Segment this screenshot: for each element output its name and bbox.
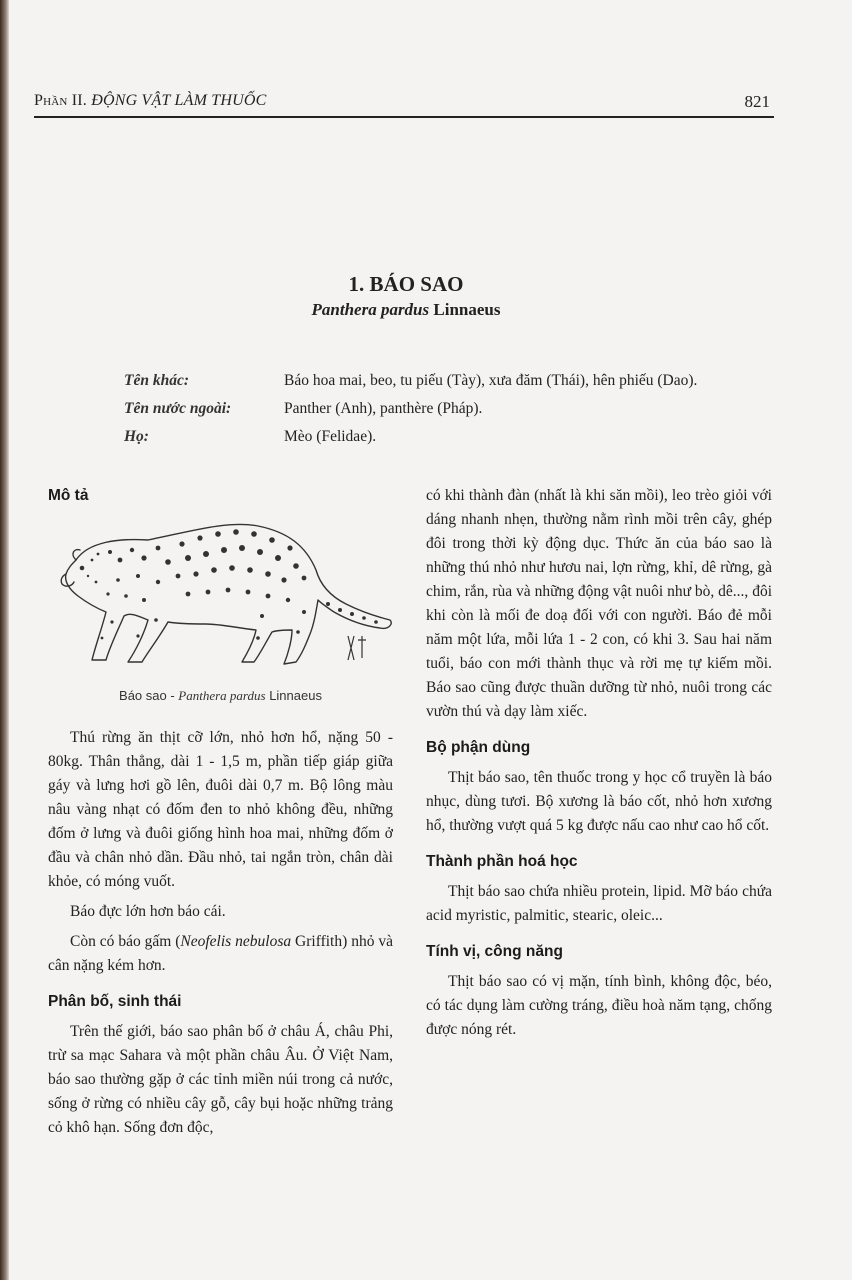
meta-row-foreign-names: Tên nước ngoài: Panther (Anh), panthère (Pháp). [124,400,483,417]
description-paragraph-1: Thú rừng ăn thịt cỡ lớn, nhỏ hơn hổ, nặng 50 - 80kg. Thân thẳng, dài 1 - 1,5 m, phần tiếp giáp giữa gáy và lưng hơi gồ lên, đuôi dài 0,7 m. Bộ lông màu nâu vàng nhạt có đốm đen to nhỏ không đều, những đốm ở lưng và đuôi giống hình hoa mai, những đốm ở đầu và chân nhỏ dần. Đầu nhỏ, tai ngắn tròn, chân dài khỏe, có móng vuốt. [48,729,393,890]
article-latin-name: Panthera pardus Linnaeus [311,300,501,319]
header-section-title: Phần II. ĐỘNG VẬT LÀM THUỐC [34,92,267,109]
description-paragraph-3: Còn có báo gấm (Neofelis nebulosa Griffith) nhỏ và cân nặng kém hơn. [48,933,393,974]
right-column [426,484,772,1042]
heading-properties: Tính vị, công năng [426,943,563,960]
heading-description: Mô tả [48,487,89,504]
heading-distribution: Phân bố, sinh thái [48,993,182,1010]
synonyms-block [124,372,784,456]
chemical-composition-paragraph: Thịt báo sao chứa nhiều protein, lipid. Mỡ báo chứa acid myristic, palmitic, stearic, oleic... [426,883,772,924]
heading-parts-used: Bộ phận dùng [426,739,531,756]
meta-row-family: Họ: Mèo (Felidae). [124,428,377,445]
leopard-spots [87,529,378,640]
distribution-paragraph-1-continued: có khi thành đàn (nhất là khi săn mồi), leo trèo giỏi với dáng nhanh nhẹn, thường nằm rình mồi trên cây, ghép đôi trong thời kỳ động dục. Thức ăn của báo sao là những thú nhỏ như hươu nai, lợn rừng, khỉ, dê rừng, gà chim, rắn, rùa và những động vật nuôi như bò, dê..., đôi khi còn là mối đe doạ đối với con người. Báo đẻ mỗi năm một lứa, mỗi lứa 1 - 2 con, có khi 3. Sau hai năm tuổi, báo con mới thành thục và rời mẹ tự kiếm mồi. Báo sao cũng được thuần dưỡng từ nhỏ, nuôi trong các vườn thú và dạy làm xiếc. [426,487,772,720]
description-paragraph-2: Báo đực lớn hơn báo cái. [70,903,226,920]
distribution-paragraph-1: Trên thế giới, báo sao phân bố ở châu Á, châu Phi, trừ sa mạc Sahara và một phần châu Âu. Ở Việt Nam, báo sao thường gặp ở các tỉnh miền núi trong cả nước, sống ở rừng có nhiều cây gỗ, cây bụi hoặc những trảng cỏ khô hạn. Sống đơn độc, [48,1023,393,1136]
parts-used-paragraph: Thịt báo sao, tên thuốc trong y học cổ truyền là báo nhục, dùng tươi. Bộ xương là báo cốt, nhỏ hơn xương hổ, thường vượt quá 5 kg được nấu cao như cao hổ cốt. [426,769,772,834]
leopard-illustration [48,512,393,672]
running-header [34,92,774,116]
heading-chemical-composition: Thành phần hoá học [426,853,578,870]
book-spine-shadow [0,0,9,1280]
page-number: 821 [744,92,770,111]
properties-paragraph: Thịt báo sao có vị mặn, tính bình, không độc, béo, có tác dụng làm cường tráng, điều hoà năm tạng, chống được nóng rét. [426,973,772,1038]
leopard-drawing-icon [48,512,393,672]
article-title: 1. BÁO SAO [348,272,464,296]
header-rule [34,116,774,118]
meta-row-other-names: Tên khác: Báo hoa mai, beo, tu piếu (Tày), xưa đăm (Thái), hên phiếu (Dao). [124,372,698,389]
figure-caption: Báo sao - Panthera pardus Linnaeus [119,688,322,703]
